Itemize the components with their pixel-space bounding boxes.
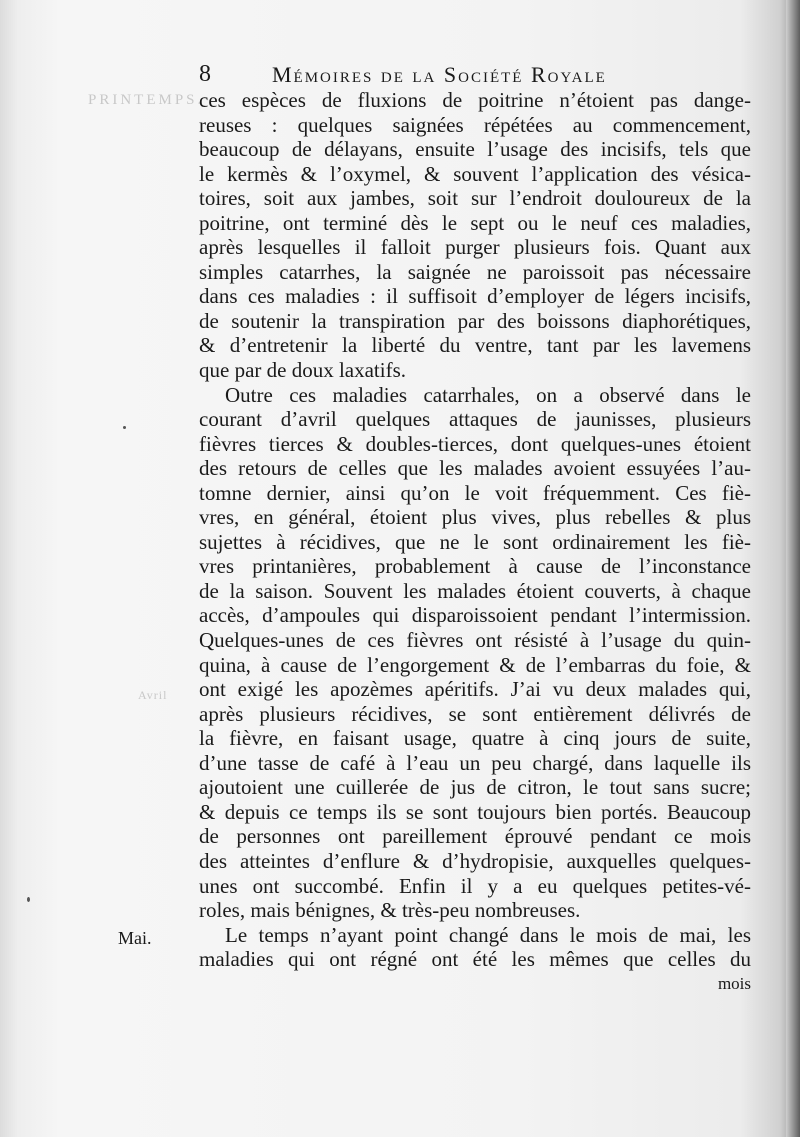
text-line: la fièvre, en faisant usage, quatre à cinq jours de suite, <box>199 726 751 751</box>
text-line: simples catarrhes, la saignée ne paroissoit pas nécessaire <box>199 259 751 284</box>
catchword: mois <box>717 973 751 993</box>
text-line: des atteintes d’enflure & d’hydropisie, auxquelles quelques- <box>199 848 751 873</box>
text-line: ces espèces de fluxions de poitrine n’étoient pas dange- <box>199 88 751 112</box>
text-line: beaucoup de délayans, ensuite l’usage des incisifs, tels que <box>199 137 751 162</box>
text-line: de personnes ont pareillement éprouvé pendant ce mois <box>199 824 751 849</box>
text-line: vres, en général, étoient plus vives, plus rebelles & plus <box>199 505 751 530</box>
page-number: 8 <box>199 61 211 87</box>
text-line: le kermès & l’oxymel, & souvent l’application des vésica- <box>199 161 751 186</box>
paragraph-start-line: Le temps n’ayant point changé dans le mois de mai, les <box>225 922 751 947</box>
text-line: reuses : quelques saignées répétées au commencement, <box>199 112 751 137</box>
text-line: ajoutoient une cuillerée de jus de citron, le tout sans sucre; <box>199 775 751 800</box>
paragraph-end-line: que par de doux laxatifs. <box>199 358 407 383</box>
ink-speck <box>27 897 30 902</box>
text-line: ont exigé les apozèmes apéritifs. J’ai vu deux malades qui, <box>199 677 751 702</box>
text-line: des retours de celles que les malades avoient essuyées l’au- <box>199 456 751 481</box>
text-line: d’une tasse de café à l’eau un peu chargé, dans laquelle ils <box>199 750 751 775</box>
paragraph-start-line: Outre ces maladies catarrhales, on a observé dans le <box>225 382 751 407</box>
text-line: de la saison. Souvent les malades étoient couverts, à chaque <box>199 578 751 603</box>
body-text <box>199 88 751 996</box>
text-line: après plusieurs récidives, se sont entièrement délivrés de <box>199 701 751 726</box>
text-line: fièvres tierces & doubles-tierces, dont quelques-unes étoient <box>199 431 751 456</box>
text-line: & depuis ce temps ils se sont toujours bien portés. Beaucoup <box>199 799 751 824</box>
text-line: courant d’avril quelques attaques de jaunisses, plusieurs <box>199 407 751 432</box>
text-line: vres printanières, probablement à cause de l’inconstance <box>199 554 751 579</box>
text-line: quina, à cause de l’engorgement & de l’embarras du foie, & <box>199 652 751 677</box>
paragraph-end-line: roles, mais bénignes, & très-peu nombreuses. <box>199 898 581 923</box>
text-line: unes ont succombé. Enfin il y a eu quelques petites-vé- <box>199 873 751 898</box>
text-line: dans ces maladies : il suffisoit d’employer de légers incisifs, <box>199 284 751 309</box>
text-line: accès, d’ampoules qui disparoissoient pendant l’intermission. <box>199 603 751 628</box>
text-line: poitrine, ont terminé dès le sept ou le neuf ces maladies, <box>199 210 751 235</box>
text-line: sujettes à récidives, que ne le sont ordinairement les fiè- <box>199 529 751 554</box>
margin-note-month: Mai. <box>118 928 152 948</box>
bleed-through-text-top: PRINTEMPS. <box>88 92 205 108</box>
text-line: toires, soit aux jambes, soit sur l’endroit douloureux de la <box>199 186 751 211</box>
book-spine-shadow <box>786 0 800 1137</box>
text-line: de soutenir la transpiration par des boissons diaphorétiques, <box>199 308 751 333</box>
ink-speck <box>123 426 126 429</box>
bleed-through-text-middle: Avril <box>138 688 168 702</box>
text-line: tomne dernier, ainsi qu’on le voit fréquemment. Ces fiè- <box>199 480 751 505</box>
running-head: Mémoires de la Société Royale <box>272 62 607 87</box>
text-line: Quelques-unes de ces fièvres ont résisté à l’usage du quin- <box>199 628 751 653</box>
text-line: maladies qui ont régné ont été les mêmes que celles du <box>199 947 751 972</box>
text-line: après lesquelles il falloit purger plusieurs fois. Quant aux <box>199 235 751 260</box>
text-line: & d’entretenir la liberté du ventre, tant par les lavemens <box>199 333 751 358</box>
